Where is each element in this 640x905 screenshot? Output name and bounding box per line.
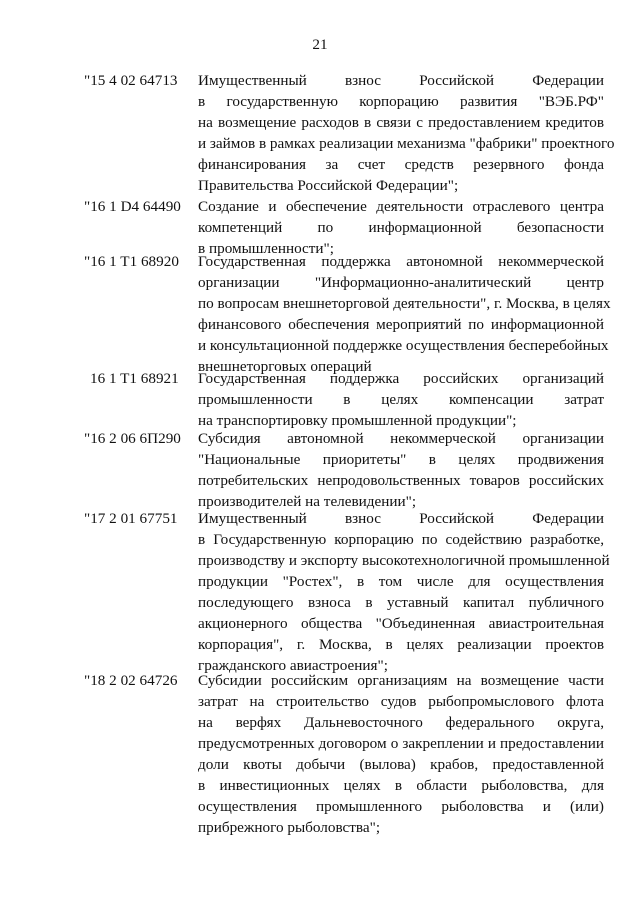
description-line: Имущественный взнос Российской Федерации	[198, 72, 604, 89]
description-line: Имущественный взнос Российской Федерации	[198, 510, 604, 527]
description-line: продукции "Ростех", в том числе для осуществления	[198, 573, 604, 590]
entry-description	[198, 428, 604, 512]
entry-description	[198, 368, 604, 431]
description-line: акционерного общества "Объединенная авиастроительная	[198, 615, 604, 632]
description-line: Правительства Российской Федерации";	[198, 177, 459, 194]
description-line: в государственную корпорацию развития "ВЭБ.РФ"	[198, 93, 604, 110]
description-line: Государственная поддержка российских организаций	[198, 370, 604, 387]
description-line: "Национальные приоритеты" в целях продвижения	[198, 451, 604, 468]
description-line: прибрежного рыболовства";	[198, 819, 381, 836]
description-line: производству и экспорту высокотехнологичной промышленной	[198, 552, 610, 569]
description-line: по вопросам внешнеторговой деятельности", г. Москва, в целях	[198, 295, 611, 312]
description-line: потребительских непродовольственных товаров российских	[198, 472, 604, 489]
entry-description	[198, 70, 615, 196]
description-line: доли квоты добычи (вылова) крабов, предоставленной	[198, 756, 604, 773]
page-number: 21	[312, 36, 328, 53]
budget-code: "16 1 T1 68920	[84, 253, 179, 270]
description-line: организации "Информационно-аналитический центр	[198, 274, 604, 291]
description-line: финансирования за счет средств резервного фонда	[198, 156, 604, 173]
description-line: и займов в рамках реализации механизма "фабрики" проектного	[198, 135, 615, 152]
description-line: финансового обеспечения мероприятий по информационной	[198, 316, 604, 333]
description-line: в инвестиционных целях в области рыболовства, для	[198, 777, 604, 794]
entry-description	[198, 251, 611, 377]
budget-code: "17 2 01 67751	[84, 510, 178, 527]
description-line: последующего взноса в уставный капитал публичного	[198, 594, 604, 611]
budget-code: "15 4 02 64713	[84, 72, 178, 89]
entry-description	[198, 196, 604, 259]
description-line: Субсидии российским организациям на возмещение части	[198, 672, 604, 689]
description-line: Создание и обеспечение деятельности отраслевого центра	[198, 198, 604, 215]
description-line: производителей на телевидении";	[198, 493, 417, 510]
description-line: корпорация", г. Москва, в целях реализации проектов	[198, 636, 604, 653]
description-line: и консультационной поддержке осуществления бесперебойных	[198, 337, 609, 354]
description-line: в Государственную корпорацию по содействию разработке,	[198, 531, 604, 548]
description-line: гражданского авиастроения";	[198, 657, 388, 674]
description-line: промышленности в целях компенсации затрат	[198, 391, 604, 408]
entry-description	[198, 508, 610, 676]
description-line: предусмотренных договором о закреплении и предоставлении	[198, 735, 604, 752]
budget-code: "18 2 02 64726	[84, 672, 178, 689]
description-line: в промышленности";	[198, 240, 334, 257]
description-line: на верфях Дальневосточного федерального округа,	[198, 714, 604, 731]
description-line: Субсидия автономной некоммерческой организации	[198, 430, 604, 447]
description-line: компетенций по информационной безопасности	[198, 219, 604, 236]
description-line: осуществления промышленного рыболовства и (или)	[198, 798, 604, 815]
budget-code: 16 1 T1 68921	[90, 370, 179, 387]
description-line: затрат на строительство судов рыбопромыслового флота	[198, 693, 604, 710]
description-line: внешнеторговых операций	[198, 358, 372, 375]
description-line: на возмещение расходов в связи с предоставлением кредитов	[198, 114, 604, 131]
entry-description	[198, 670, 604, 838]
description-line: Государственная поддержка автономной некоммерческой	[198, 253, 604, 270]
description-line: на транспортировку промышленной продукции";	[198, 412, 517, 429]
budget-code: "16 1 D4 64490	[84, 198, 181, 215]
budget-code: "16 2 06 6П290	[84, 430, 181, 447]
